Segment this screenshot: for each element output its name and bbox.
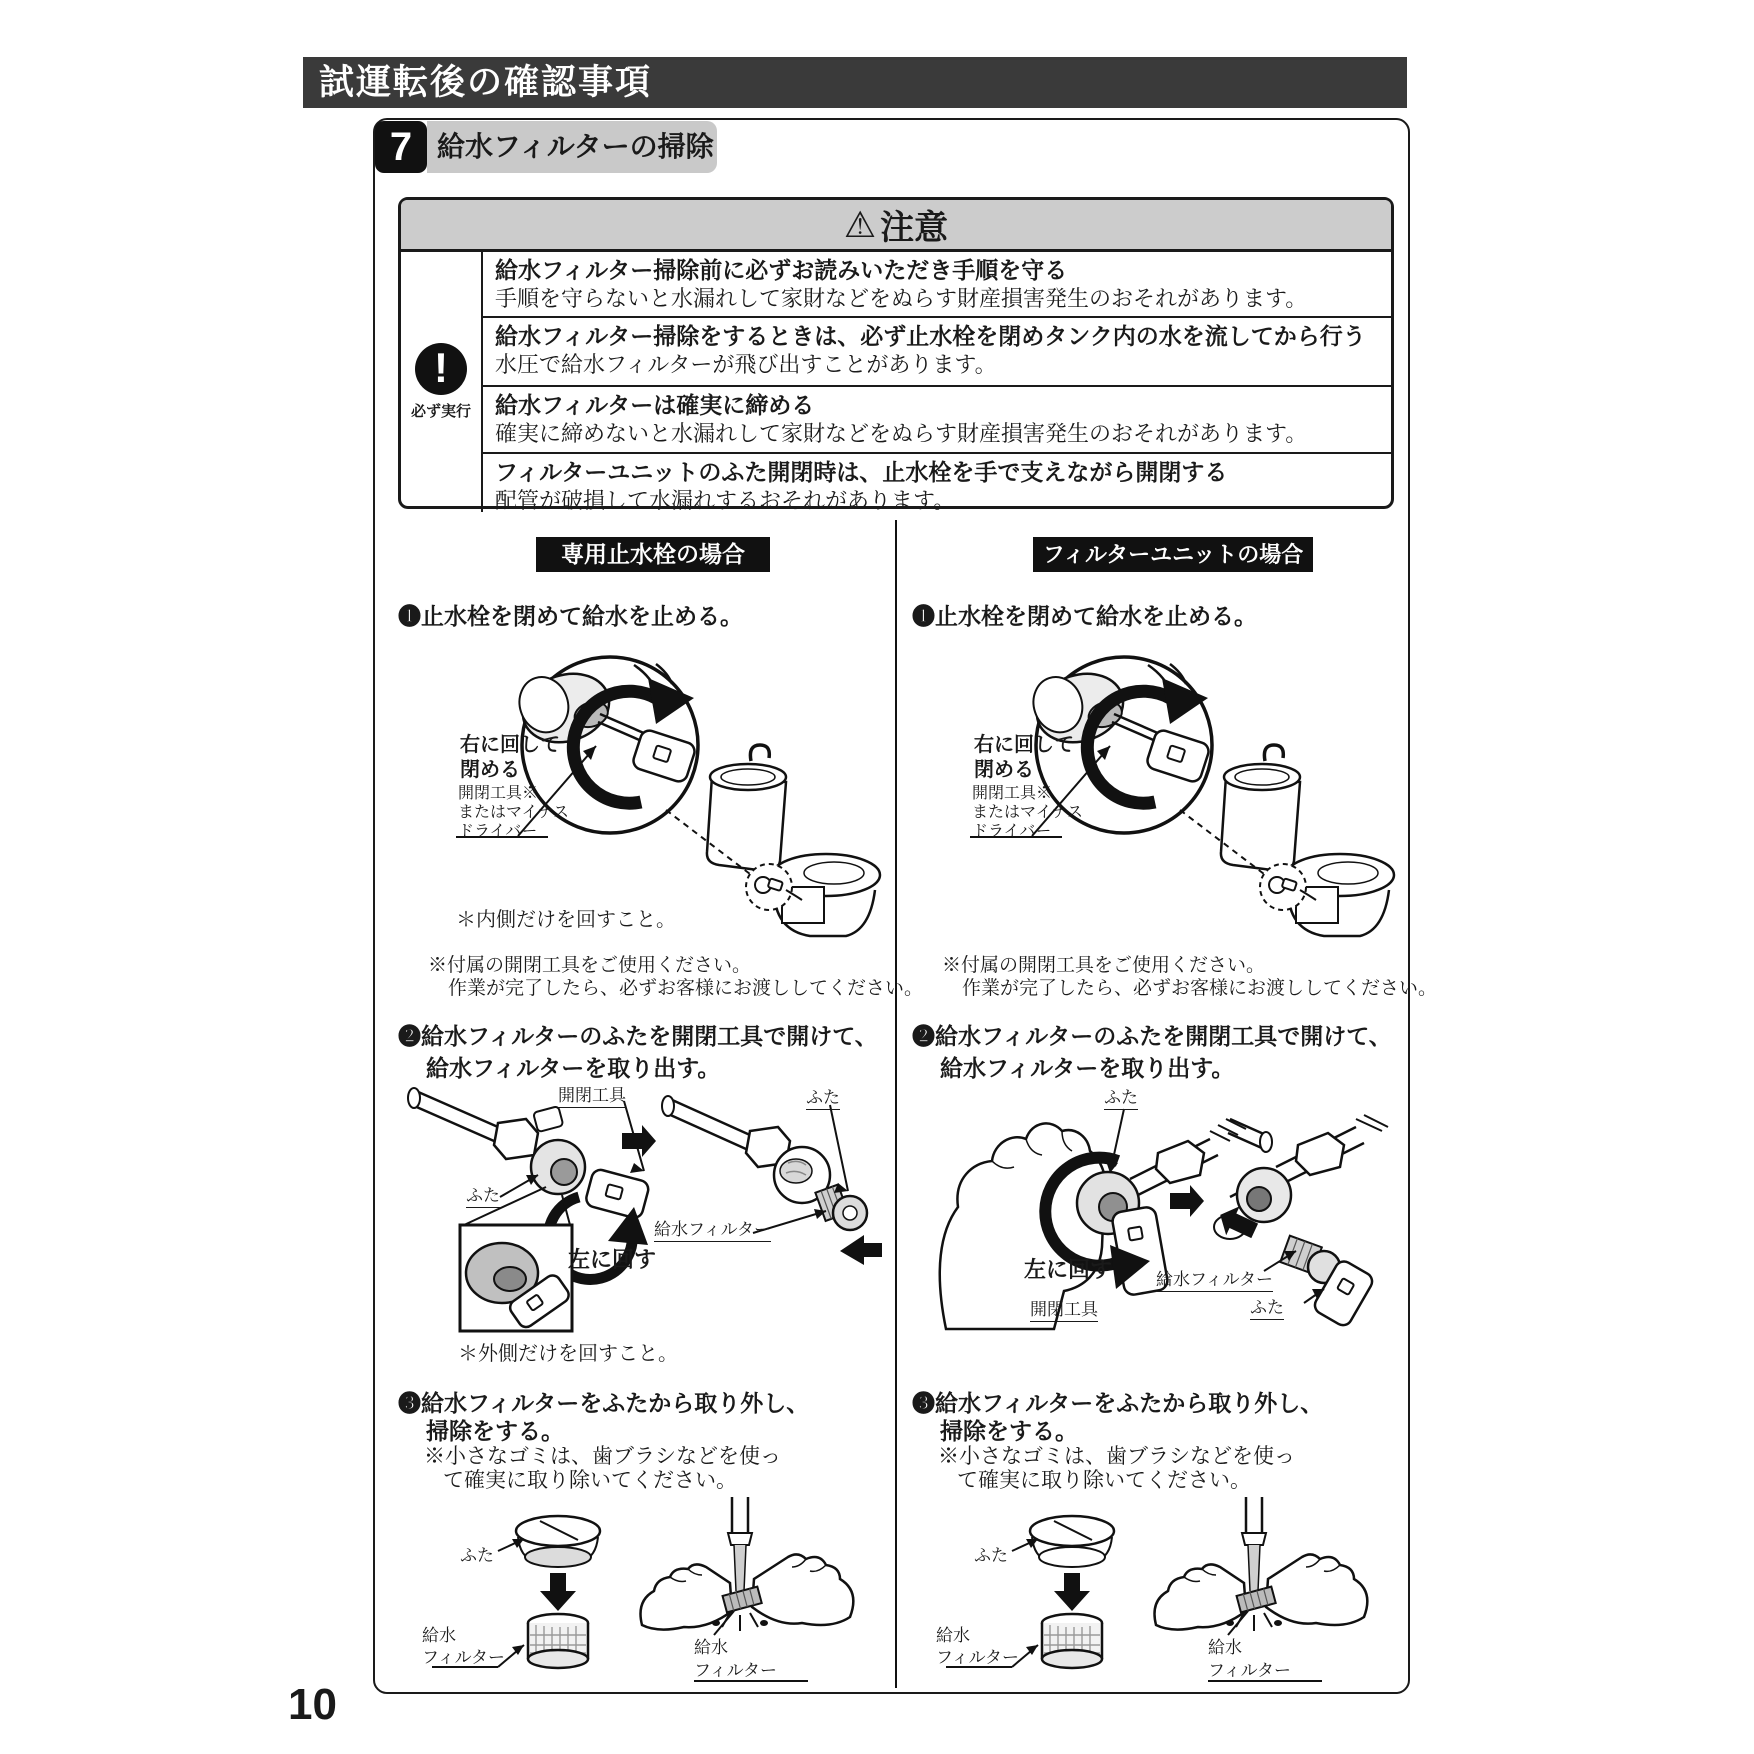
page-header-bar — [303, 57, 1407, 108]
caution-item-title: 給水フィルターは確実に締める — [495, 392, 815, 418]
left-step2-text2: 給水フィルターを取り出す。 — [426, 1055, 721, 1081]
caution-item-title: 給水フィルター掃除をするときは、必ず止水栓を閉めタンク内の水を流してから行う — [495, 323, 1366, 349]
tool-ref-label: 開閉工具※ — [458, 785, 539, 802]
lid-label: ふた — [974, 1546, 1008, 1565]
right-step3-text2: 掃除をする。 — [940, 1418, 1078, 1444]
right-step2-text2: 給水フィルターを取り出す。 — [940, 1055, 1235, 1081]
left-step1-illustration — [398, 640, 888, 940]
caution-body — [401, 252, 1391, 512]
turn-right-label: 右に回して — [974, 734, 1074, 756]
filter-unit-removal-illustration — [912, 1075, 1402, 1370]
filter-label: 給水フィルター — [654, 1215, 771, 1242]
caution-item-body: 水圧で給水フィルターが飛び出すことがあります。 — [495, 352, 997, 377]
filter-removal-illustration — [398, 1075, 888, 1370]
left-usage-note1: ※付属の開閉工具をご使用ください。 — [428, 955, 752, 976]
lid-label2: ふた — [1250, 1293, 1284, 1320]
left-step3-note2: て確実に取り除いてください。 — [443, 1469, 737, 1492]
turn-left-label: 左に回す — [1024, 1257, 1113, 1282]
tool-ref-label3: ドライバー — [458, 823, 538, 840]
turn-right-label2: 閉める — [460, 759, 520, 781]
supply-label2: 給水 — [1208, 1638, 1242, 1657]
supply-label: 給水 — [936, 1626, 970, 1645]
caution-item — [483, 252, 1391, 316]
right-step3-note1: ※小さなゴミは、歯ブラシなどを使っ — [938, 1445, 1295, 1468]
right-step2-text1: ❷給水フィルターのふたを開閉工具で開けて、 — [912, 1023, 1392, 1049]
right-usage-note2: 作業が完了したら、必ずお客様にお渡ししてください。 — [962, 978, 1438, 999]
caution-item — [483, 385, 1391, 452]
left-step3-text2: 掃除をする。 — [426, 1418, 564, 1444]
caution-item-title: 給水フィルター掃除前に必ずお読みいただき手順を守る — [495, 257, 1068, 283]
section-title: 給水フィルターの掃除 — [437, 131, 714, 162]
caution-box — [398, 197, 1394, 513]
mandatory-action-label: 必ず実行 — [410, 403, 471, 420]
lid-label: ふた — [460, 1546, 494, 1565]
left-step2-illustration — [398, 1075, 888, 1370]
supply-label2: 給水 — [694, 1638, 728, 1657]
right-step1-illustration — [912, 640, 1402, 940]
page-number: 10 — [288, 1680, 337, 1729]
tool-ref-label3: ドライバー — [972, 823, 1052, 840]
right-step2-illustration — [912, 1075, 1402, 1370]
caution-item — [483, 452, 1391, 512]
caution-item-body: 配管が破損して水漏れするおそれがあります。 — [495, 488, 956, 513]
left-step1-text: ❶止水栓を閉めて給水を止める。 — [398, 603, 743, 629]
caution-item-body: 確実に締めないと水漏れして家財などをぬらす財産損害発生のおそれがあります。 — [495, 421, 1308, 446]
caution-item-title: フィルターユニットのふた開閉時は、止水栓を手で支えながら開閉する — [495, 459, 1228, 485]
tool-ref-label: 開閉工具※ — [972, 785, 1053, 802]
lid-label: ふた — [466, 1181, 500, 1208]
left-usage-note2: 作業が完了したら、必ずお客様にお渡ししてください。 — [448, 978, 924, 999]
right-usage-note1: ※付属の開閉工具をご使用ください。 — [942, 955, 1266, 976]
caution-item-body: 手順を守らないと水漏れして家財などをぬらす財産損害発生のおそれがあります。 — [495, 286, 1308, 311]
right-step1-text: ❶止水栓を閉めて給水を止める。 — [912, 603, 1257, 629]
column-divider — [895, 520, 897, 1688]
tool-label: 開閉工具 — [558, 1081, 626, 1108]
outer-only-note: ＊外側だけを回すこと。 — [458, 1343, 678, 1365]
tool-ref-label2: またはマイナス — [458, 804, 570, 821]
filter-short-label: フィルター — [936, 1648, 1019, 1667]
inner-only-note: ＊内側だけを回すこと。 — [456, 909, 676, 931]
left-step3-illustration — [398, 1495, 878, 1695]
right-step3-illustration — [912, 1495, 1392, 1695]
supply-label: 給水 — [422, 1626, 456, 1645]
page-header-title: 試運転後の確認事項 — [319, 63, 653, 102]
mandatory-action-icon: ! — [415, 343, 467, 395]
filter-label: 給水フィルター — [1156, 1265, 1273, 1292]
right-step3-text1: ❸給水フィルターをふたから取り外し、 — [912, 1390, 1324, 1416]
section-title-tab — [427, 121, 717, 173]
caution-header — [401, 200, 1391, 252]
filter-short-label2: フィルター — [694, 1661, 777, 1680]
turn-right-label: 右に回して — [460, 734, 560, 756]
warning-triangle-icon: ⚠ — [843, 203, 877, 245]
turn-left-label: 左に回す — [568, 1247, 657, 1272]
right-step3-note2: て確実に取り除いてください。 — [957, 1469, 1251, 1492]
turn-right-label2: 閉める — [974, 759, 1034, 781]
filter-short-label2: フィルター — [1208, 1661, 1291, 1680]
tool-ref-label2: またはマイナス — [972, 804, 1084, 821]
column-header-dedicated-stop-valve: 専用止水栓の場合 — [536, 537, 770, 572]
column-header-filter-unit: フィルターユニットの場合 — [1033, 537, 1313, 572]
mandatory-action-cell — [401, 252, 483, 512]
caution-items — [483, 252, 1391, 512]
caution-item — [483, 316, 1391, 385]
caution-title: 注意 — [880, 209, 949, 247]
tool-label: 開閉工具 — [1030, 1295, 1098, 1322]
lid-label2: ふた — [806, 1083, 840, 1110]
filter-short-label: フィルター — [422, 1648, 505, 1667]
left-step2-text1: ❷給水フィルターのふたを開閉工具で開けて、 — [398, 1023, 878, 1049]
lid-label: ふた — [1104, 1083, 1138, 1110]
left-step3-note1: ※小さなゴミは、歯ブラシなどを使っ — [424, 1445, 781, 1468]
left-step3-text1: ❸給水フィルターをふたから取り外し、 — [398, 1390, 810, 1416]
section-number-badge: 7 — [375, 121, 427, 173]
